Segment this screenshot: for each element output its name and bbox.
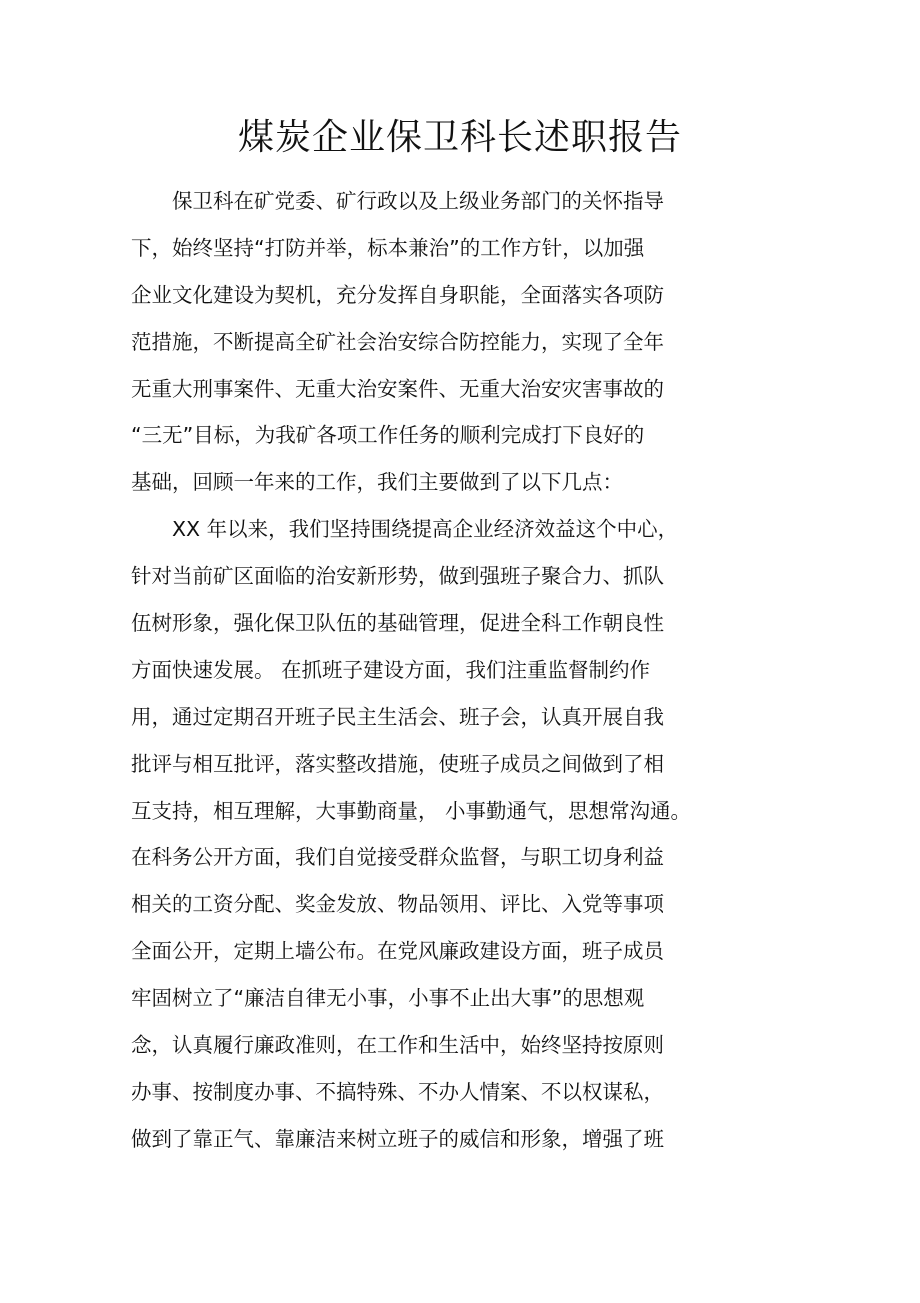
body-line: 下，始终坚持“打防并举，标本兼治”的工作方针，以加强 <box>131 235 645 260</box>
document-body <box>131 181 751 1166</box>
body-line: XX 年以来，我们坚持围绕提高企业经济效益这个中心， <box>131 517 679 542</box>
body-line: 范措施，不断提高全矿社会治安综合防控能力，实现了全年 <box>131 329 664 354</box>
body-line: 在科务公开方面，我们自觉接受群众监督，与职工切身利益 <box>131 845 664 870</box>
body-line: 企业文化建设为契机，充分发挥自身职能，全面落实各项防 <box>131 282 664 307</box>
body-line: 办事、按制度办事、不搞特殊、不办人情案、不以权谋私， <box>131 1079 664 1104</box>
body-line: 基础，回顾一年来的工作，我们主要做到了以下几点： <box>131 470 623 495</box>
body-line: 牢固树立了“廉洁自律无小事，小事不止出大事”的思想观 <box>131 986 645 1011</box>
body-line: 伍树形象，强化保卫队伍的基础管理，促进全科工作朝良性 <box>131 611 664 636</box>
body-line: 针对当前矿区面临的治安新形势，做到强班子聚合力、抓队 <box>131 564 664 589</box>
body-line: 互支持，相互理解，大事勤商量， 小事勤通气，思想常沟通。 <box>131 798 692 823</box>
body-line: 用，通过定期召开班子民主生活会、班子会，认真开展自我 <box>131 704 664 729</box>
body-line: 无重大刑事案件、无重大治安案件、无重大治安灾害事故的 <box>131 376 664 401</box>
body-line: 相关的工资分配、奖金发放、物品领用、评比、入党等事项 <box>131 892 664 917</box>
body-line: 全面公开，定期上墙公布。在党风廉政建设方面，班子成员 <box>131 939 664 964</box>
body-line: 念，认真履行廉政准则，在工作和生活中，始终坚持按原则 <box>131 1033 664 1058</box>
body-line: 做到了靠正气、靠廉洁来树立班子的威信和形象，增强了班 <box>131 1126 664 1151</box>
body-line: “三无”目标，为我矿各项工作任务的顺利完成打下良好的 <box>131 423 645 448</box>
document-title: 煤炭企业保卫科长述职报告 <box>237 117 682 158</box>
body-line: 批评与相互批评，落实整改措施，使班子成员之间做到了相 <box>131 751 664 776</box>
body-line: 保卫科在矿党委、矿行政以及上级业务部门的关怀指导 <box>131 189 664 213</box>
body-line: 方面快速发展。 在抓班子建设方面，我们注重监督制约作 <box>131 657 651 682</box>
